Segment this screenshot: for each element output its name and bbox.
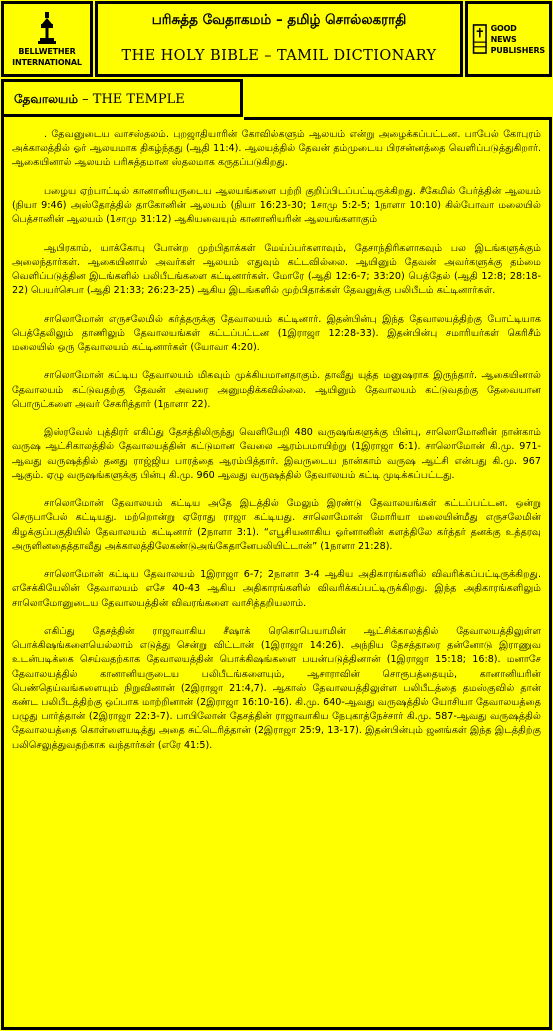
title-english: THE HOLY BIBLE – TAMIL DICTIONARY xyxy=(121,48,437,64)
good-news-logo[interactable] xyxy=(465,1,552,77)
title-box xyxy=(95,1,463,77)
paragraph: ஆபிரகாம், யாக்கோபு போன்ற முற்பிதாக்கள் மேய்ப்பர்களாவும், தேசாந்திரிகளாகவும் பல இடங்களுக்கும் அலைந்தார்கள். ஆகையினால் அவர்கள் ஆலயம் எதுவும் கட்டவில்லை. ஆயினும் தேவன் அவர்களுக்கு தம்மை வெளிப்படுத்தின இடங்களில் பலிபீடங்களை கட்டினார்கள். மோரே (ஆதி 12:6-7; 33:20) பெத்தேல் (ஆதி 12:8; 28:18-22) பெயர்செபா (ஆதி 21:33; 26:23-25) ஆகிய இடங்களில் முற்பிதாக்கள் தேவனுக்கு பலிபீடம் கட்டினார்கள். xyxy=(12,242,541,297)
topic-english: – THE TEMPLE xyxy=(82,92,185,107)
right-logo-line1: GOOD NEWS xyxy=(490,23,517,44)
lamp-icon xyxy=(32,10,62,46)
book-icon xyxy=(472,17,488,61)
topic-heading-box xyxy=(1,79,243,117)
paragraph: எகிப்து தேசத்தின் ராஜாவாகிய சீஷாக் ரெகொபெயாமின் ஆட்சிக்காலத்தில் தேவாலயத்திலுள்ள பொக்கிஷங்களையெல்லாம் எடுத்து சென்று விட்டான் (1இராஜா 14:26). அந்நிய தேசத்தாரை தன்னோடு இராணுவ உடன்படிக்கை செய்வதற்காக தேவாலயத்தின் பொக்கிஷங்களை பயன்படுத்தினான் (1இராஜா 15:18; 16:8). மனாசே தேவாலயத்தில் கானானியருடைய பலிபீடங்களையும், ஆசாராவின் சொரூபத்தையும், கானானியரின் பெண்தெய்வங்களையும் நிறுவினான் (2இராஜா 21:4,7). ஆகாஸ் தேவாலயத்திலுள்ள பலிபீடத்தை தமஸ்குவில் தான் கண்ட பலிபீடத்திற்கு ஒப்பாக மாற்றினான் (2இராஜா 16:10-16). கி.மு. 640-ஆவது வருஷத்தில் யோசியா தேவாலயத்தை பழுது பார்த்தான் (2இராஜா 22:3-7). பாபிலோன் தேசத்தின் ராஜாவாகிய நேபுகாத்நேச்சார் கி.மு. 587-ஆவது வருஷத்தில் தேவாலயத்தை கொள்ளையடித்து அதை சுட்டெரித்தான் (2இராஜா 25:9, 13-17). இதன்பின்பும் ஜனங்கள் இந்த இடத்திற்கு பலிசெலுத்துவதற்காக வந்தார்கள் (எரே 41:5). xyxy=(12,625,541,751)
topic-tamil: தேவாலயம் xyxy=(14,92,78,106)
paragraph: . தேவனுடைய வாசஸ்தலம். புறஜாதியாரின் கோவில்களும் ஆலயம் என்று அழைக்கப்பட்டன. பாபேல் கோபுரம் அக்காலத்தில் ஓர் ஆலயமாக திகழ்ந்தது (ஆதி 11:4). ஆலயத்தில் தேவன் தம்முடைய பிரசன்னத்தை வெளிப்படுத்துகிறார். ஆகையினால் ஆலயம் பரிசுத்தமான ஸ்தலமாக கருதப்படுகிறது. xyxy=(12,129,541,169)
left-logo-line2: INTERNATIONAL xyxy=(12,58,82,67)
article-body xyxy=(12,128,541,753)
paragraph: பழைய ஏற்பாட்டில் கானானியருடைய ஆலயங்களை பற்றி குறிப்பிடப்பட்டிருக்கிறது. சீகேமில் பேர்த்தின் ஆலயம் (நியா 9:46) அஸ்தோத்தில் தாகோனின் ஆலயம் (நியா 16:23-30; 1சாமு 5:2-5; 1நாளா 10:10) கில்போவா மலையில் பெத்சானின் ஆலயம் (1சாமு 31:12) ஆகியவையும் கானானியரின் ஆலயங்களாகும் xyxy=(12,185,541,226)
article-top-border xyxy=(244,117,549,120)
paragraph: இஸ்ரவேல் புத்திரர் எகிப்து தேசத்திலிருந்து வெளியேறி 480 வருஷங்களுக்கு பின்பு, சாலொமோனின் நான்காம் வருஷ ஆட்சிகாலத்தில் தேவாலயத்தின் கட்டுமான வேலை ஆரம்பமாயிற்று (1இராஜா 6:1). சாலொமோன் கி.மு. 971-ஆவது வருஷத்தில் தனது ராஜ்ஜிய பாரத்தை ஆரம்பித்தார். இவருடைய நான்காம் வருஷ ஆட்சி என்பது கி.மு. 967 ஆகும். ஏழு வருஷங்களுக்கு பின்பு கி.மு. 960 ஆவது வருஷத்தில் தேவாலயம் கட்டி முடிக்கப்பட்டது. xyxy=(12,427,541,481)
paragraph: சாலொமோன் தேவாலயம் கட்டிய அதே இடத்தில் மேலும் இரண்டு தேவாலயங்கள் கட்டப்பட்டன. ஒன்று செருபாபேல் கட்டியது. மற்றொன்று ஏரோது ராஜா கட்டியது. சாலொமோன் மோரியா மலையின்மீது எருசலேமின் கிழக்குப்பகுதியில் தேவாலயம் கட்டினார் (2நாளா 3:1). “எபூசியனாகிய ஓர்னானின் களத்திலே கர்த்தர் தனக்கு உத்தரவு அருளினதைத்தாவீது அக்காலத்திலேகண்டுஅங்கேதானேபலியிட்டான்” (1நாளா 21:28). xyxy=(12,498,541,552)
bellwether-logo[interactable] xyxy=(1,1,93,77)
title-tamil: பரிசுத்த வேதாகமம் – தமிழ் சொல்லகராதி xyxy=(151,12,407,28)
paragraph: சாலொமோன் எருசலேமில் கர்த்தருக்கு தேவாலயம் கட்டினார். இதன்பின்பு இந்த தேவாலயத்திற்கு போட்டியாக பெத்தேலிலும் தாணிலும் தேவாலயங்கள் கட்டப்பட்டன (1இராஜா 12:28-33). இதன்பின்பு சமாரியர்கள் கெரிசீம் மலையில் ஒரு தேவாலயம் கட்டினார்கள் (யோவா 4:20). xyxy=(12,313,541,353)
paragraph: சாலொமோன் கட்டிய தேவாலயம் 1இராஜா 6-7; 2நாளா 3-4 ஆகிய அதிகாரங்களில் விவரிக்கப்பட்டிருக்கிறது. எசேக்கியேலின் தேவாலயம் எசே 40-43 ஆகிய அதிகாரங்களில் விவரிக்கப்பட்டிருக்கிறது. இந்த அதிகாரங்களிலும் சாலொமோனுடைய தேவாலயத்தின் விவரங்களை வாசித்தறியலாம். xyxy=(12,569,541,609)
topic-heading xyxy=(14,92,185,108)
left-logo-line1: BELLWETHER xyxy=(18,47,76,56)
right-logo-line2: PUBLISHERS xyxy=(490,45,545,55)
paragraph: சாலொமோன் கட்டிய தேவாலயம் மிகவும் முக்கியமானதாகும். தாவீது யுத்த மனுஷராக இருந்தார். ஆகையினால் தேவாலயம் கட்டுவதற்கு தேவன் அவரை அனுமதிக்கவில்லை. ஆயினும் தேவாலயம் கட்டுவதற்கு தேவையான பொருட்களை அவர் சேகரித்தார் (1நாளா 22). xyxy=(12,370,541,410)
